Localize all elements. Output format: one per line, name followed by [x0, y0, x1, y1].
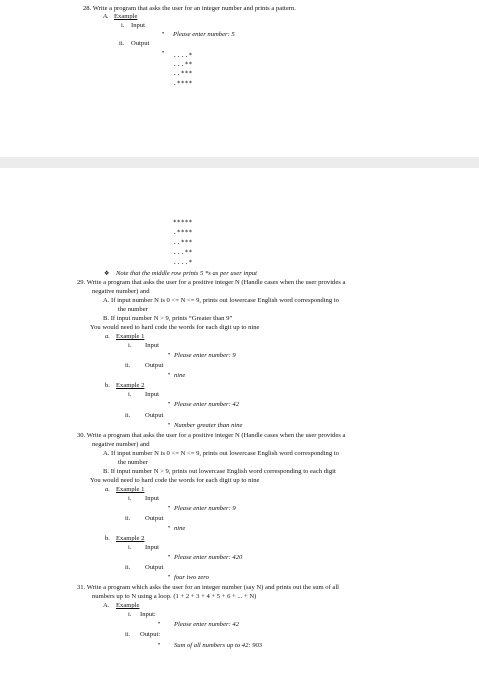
pattern-row: .****: [173, 229, 193, 236]
question-29-text: 29. Write a program that asks the user for a positive integer N (Handle cases when the user provides a: [77, 279, 346, 286]
output-marker: ii.: [125, 412, 131, 419]
question-29-text: negative number) and: [92, 288, 150, 295]
pattern-row: ....*: [173, 52, 193, 59]
example-marker: b.: [105, 382, 110, 389]
input-marker: i.: [121, 22, 125, 29]
bullet: •: [168, 505, 171, 511]
example-marker: A.: [103, 602, 110, 609]
bullet: •: [168, 554, 171, 560]
example-marker: b.: [105, 535, 110, 542]
input-prompt: Please enter number: 42: [174, 621, 240, 628]
bullet: •: [162, 50, 165, 56]
diamond-bullet-icon: ❖: [104, 271, 110, 277]
bullet: •: [168, 401, 171, 407]
pattern-row: ..***: [173, 239, 193, 246]
output-text: nine: [174, 525, 186, 532]
output-label: Output: [131, 40, 150, 47]
pattern-row: .****: [173, 80, 193, 87]
input-prompt: Please enter number: 9: [174, 505, 236, 512]
bullet: •: [158, 621, 161, 627]
output-marker: ii.: [119, 40, 125, 47]
input-marker: i.: [128, 544, 132, 551]
bullet: •: [168, 372, 171, 378]
input-label: Input: [145, 342, 159, 349]
question-31-text: 31. Write a program which asks the user for an integer number (say N) and prints out the sum of all: [77, 584, 340, 591]
output-label: Output:: [140, 631, 161, 638]
output-label: Output: [145, 515, 164, 522]
output-marker: ii.: [125, 515, 131, 522]
q30-note: You would need to hard code the words for each digit up to nine: [90, 477, 260, 484]
pattern-row: ....*: [173, 259, 193, 266]
bullet: •: [158, 642, 161, 648]
q29-rule-b: B. If input number N > 9, prints “Greater than 9”: [103, 315, 233, 322]
q29-note: You would need to hard code the words for each digit up to nine: [90, 324, 260, 331]
input-label: Input:: [140, 611, 156, 618]
output-label: Output: [145, 362, 164, 369]
document-page-1: [0, 0, 479, 157]
document-page-2: [0, 168, 479, 700]
q30-rule-b: B. If input number N > 9, prints out lowercase English word corresponding to each digit: [103, 468, 336, 475]
input-marker: i.: [128, 495, 132, 502]
output-text: Sum of all numbers up to 42: 903: [174, 642, 263, 649]
input-label: Input: [145, 544, 159, 551]
q29-rule-a: A. If input number N is 0 <= N <= 9, prints out lowercase English word corresponding to: [103, 297, 339, 304]
pattern-note: Note that the middle row prints 5 *s as per user input: [116, 270, 257, 277]
q29-rule-a: the number: [118, 306, 148, 313]
example-heading: Example: [116, 602, 140, 609]
pattern-row: ..***: [173, 70, 193, 77]
example-heading: Example 1: [116, 486, 145, 493]
q30-rule-a: the number: [118, 459, 148, 466]
input-label: Input: [145, 495, 159, 502]
example-heading: Example 1: [116, 333, 145, 340]
bullet: •: [168, 525, 171, 531]
example-marker: a.: [105, 486, 110, 493]
output-text: four two zero: [174, 574, 209, 581]
example-marker: A.: [103, 13, 109, 20]
input-marker: i.: [128, 611, 132, 618]
output-marker: ii.: [125, 564, 131, 571]
example-marker: a.: [105, 333, 110, 340]
output-marker: ii.: [125, 631, 131, 638]
bullet: •: [168, 574, 171, 580]
question-30-text: 30. Write a program that asks the user for a positive integer N (Handle cases when the user provides a: [77, 432, 346, 439]
input-prompt: Please enter number: 42: [174, 401, 240, 408]
pattern-row: *****: [173, 219, 193, 226]
input-label: Input: [145, 391, 159, 398]
input-label: Input: [131, 22, 145, 29]
example-heading: Example: [114, 13, 138, 20]
bullet: •: [168, 422, 171, 428]
output-text: Number greater than nine: [174, 422, 243, 429]
input-prompt: Please enter number: 9: [174, 352, 236, 359]
bullet: •: [168, 352, 171, 358]
pattern-row: ...**: [173, 249, 193, 256]
example-heading: Example 2: [116, 382, 145, 389]
pattern-row: ...**: [173, 61, 193, 68]
question-31-text: numbers up to N using a loop. (1 + 2 + 3 + 4 + 5 + 6 + ... + N): [92, 593, 257, 600]
question-28-text: 28. Write a program that asks the user for an integer number and prints a pattern.: [83, 5, 296, 12]
output-label: Output: [145, 564, 164, 571]
output-label: Output: [145, 412, 164, 419]
q30-rule-a: A. If input number N is 0 <= N <= 9, prints out lowercase English word corresponding to: [103, 450, 339, 457]
input-prompt: Please enter number: 5: [173, 31, 235, 38]
output-text: nine: [174, 372, 186, 379]
example-heading: Example 2: [116, 535, 145, 542]
question-30-text: negative number) and: [92, 441, 150, 448]
input-marker: i.: [128, 391, 132, 398]
input-prompt: Please enter number: 420: [174, 554, 243, 561]
output-marker: ii.: [125, 362, 131, 369]
bullet: •: [162, 31, 165, 37]
input-marker: i.: [128, 342, 132, 349]
